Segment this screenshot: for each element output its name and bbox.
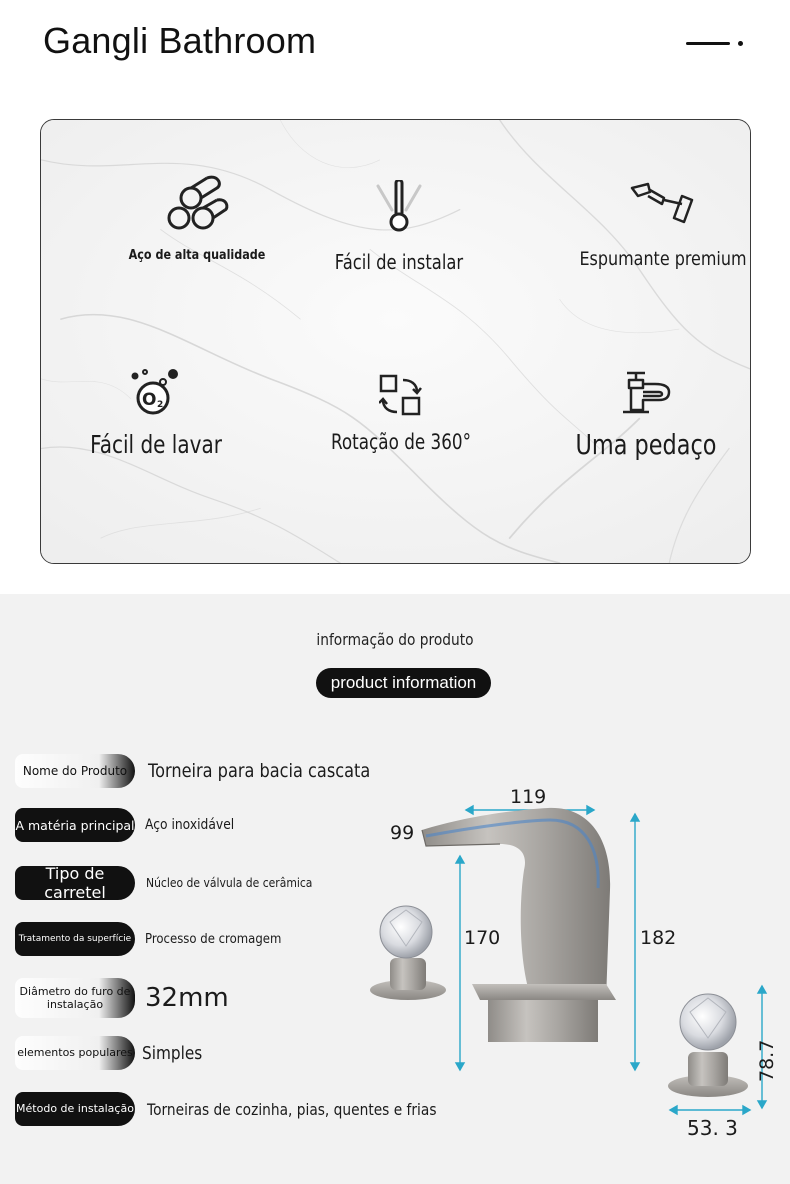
menu-icon [686, 42, 730, 45]
dimension-spout-height: 170 [464, 927, 501, 949]
feature-steel [87, 172, 307, 263]
dimension-total-height: 182 [640, 927, 677, 949]
section-title: informação do produto [316, 630, 474, 649]
feature-label: Fácil de lavar [90, 430, 222, 459]
aerator-icon [628, 182, 698, 236]
spec-value: Simples [142, 1042, 203, 1064]
spec-value: Aço inoxidável [145, 817, 235, 833]
feature-label: Rotação de 360° [330, 430, 472, 454]
dimension-width: 119 [510, 786, 547, 808]
spec-label: Tratamento da superfície [15, 922, 135, 956]
rotation-icon [379, 374, 423, 418]
spec-label: Diâmetro do furo de instalação [15, 978, 135, 1018]
spec-label: elementos populares [15, 1036, 135, 1070]
menu-button[interactable] [684, 34, 746, 54]
spec-label: A matéria principal [15, 808, 135, 842]
features-card [40, 119, 751, 564]
feature-install [289, 180, 509, 274]
spec-label: Método de instalação [15, 1092, 135, 1126]
faucet-icon [619, 370, 673, 416]
feature-label: Espumante premium [579, 248, 747, 270]
feature-onepiece [536, 370, 751, 461]
feature-wash [46, 368, 266, 459]
feature-label: Uma pedaço [575, 428, 717, 461]
spec-value: Núcleo de válvula de cerâmica [146, 876, 313, 890]
dimension-handle-height: 78.7 [756, 1039, 778, 1082]
faucet-dimension-diagram [360, 770, 790, 1180]
oxygen-bubbles-icon [129, 368, 183, 416]
section-pill: product information [316, 668, 491, 698]
brand-title: Gangli Bathroom [43, 20, 317, 61]
feature-rotation [291, 374, 511, 454]
steel-bars-icon [165, 172, 229, 234]
thermometer-icon [372, 180, 426, 232]
svg-text:O: O [142, 390, 157, 410]
feature-label: Fácil de instalar [334, 250, 464, 274]
spec-value: Processo de cromagem [145, 931, 282, 947]
dimension-spout-depth: 99 [390, 822, 415, 844]
spec-value: Torneira para bacia cascata [148, 760, 371, 782]
dimension-handle-base: 53. 3 [687, 1116, 738, 1140]
spec-label: Nome do Produto [15, 754, 135, 788]
feature-aerator [553, 182, 751, 270]
spec-label: Tipo de carretel [15, 866, 135, 900]
spec-value: 32mm [145, 983, 229, 1013]
page-header [0, 0, 790, 90]
svg-text:2: 2 [157, 400, 164, 410]
menu-dot [738, 41, 743, 46]
spec-value: Torneiras de cozinha, pias, quentes e frias [147, 1099, 437, 1119]
feature-label: Aço de alta qualidade [128, 248, 266, 263]
